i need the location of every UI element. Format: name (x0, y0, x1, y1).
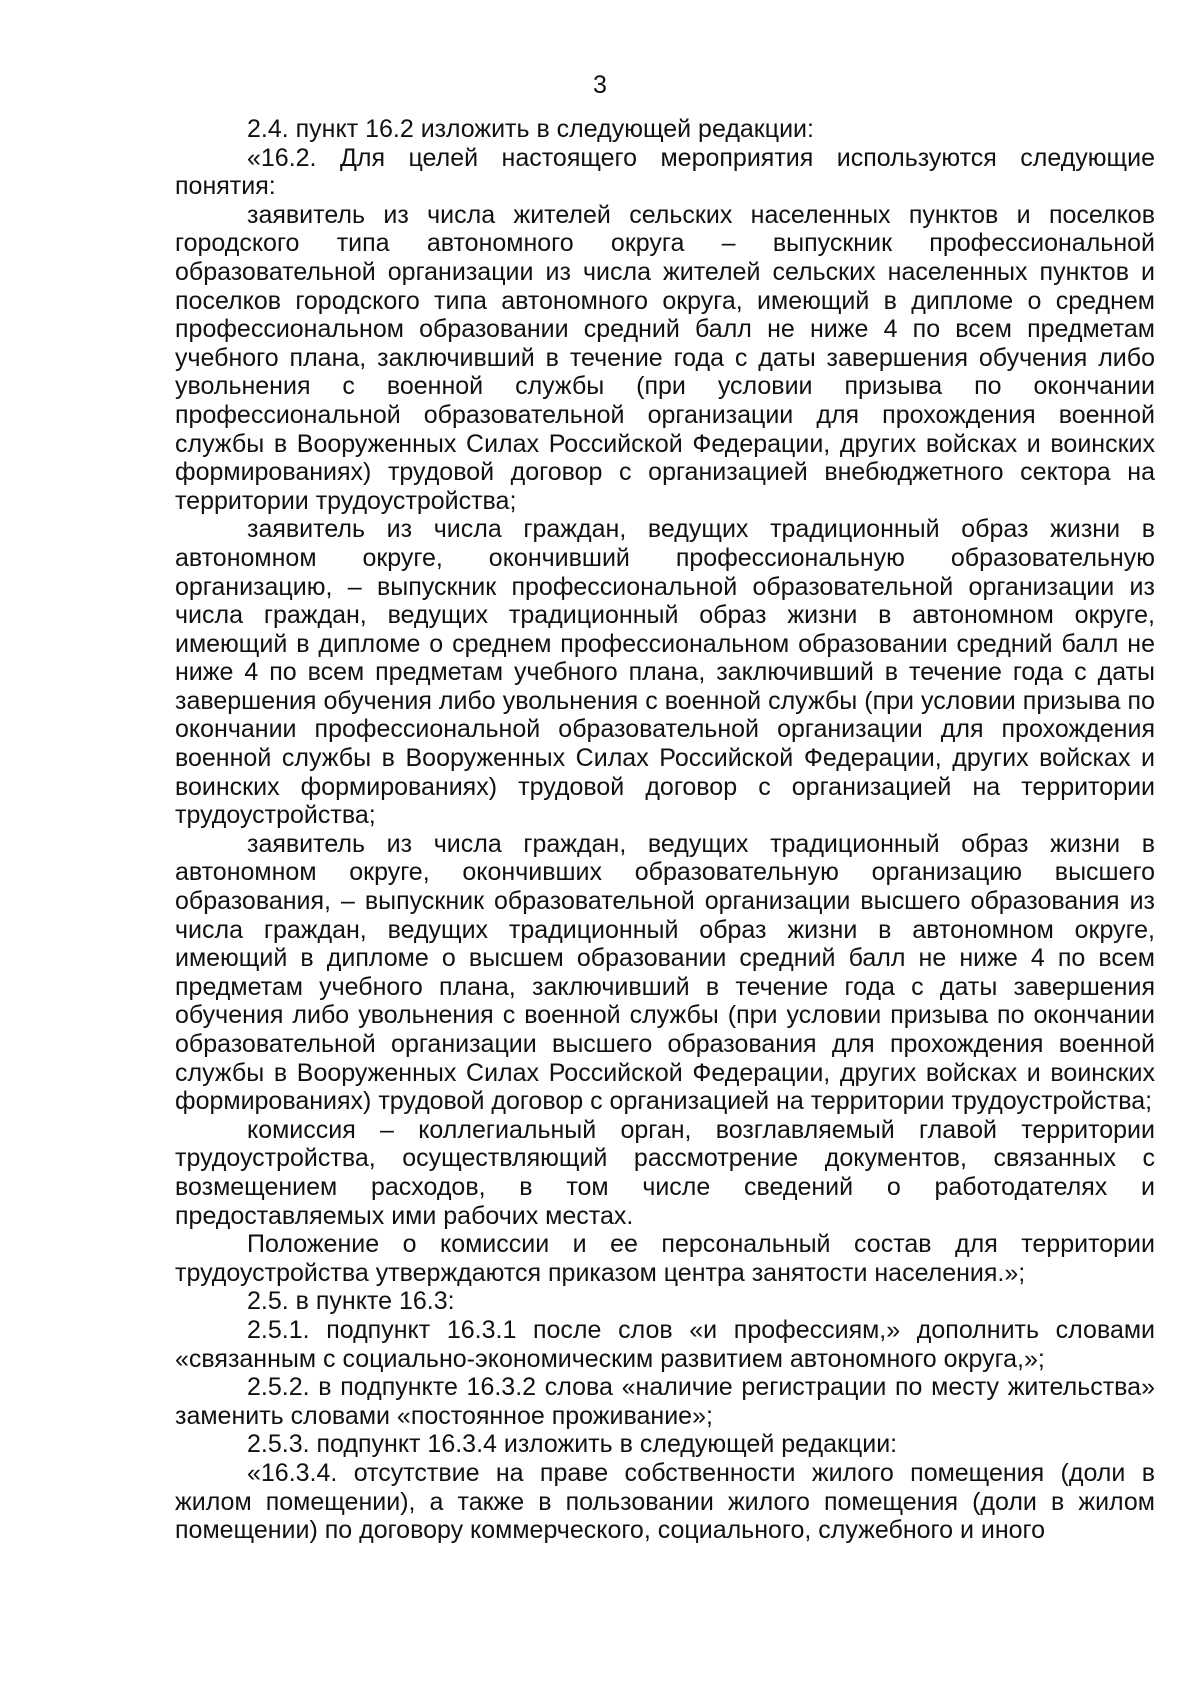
paragraph-2-5-3: 2.5.3. подпункт 16.3.4 изложить в следующей редакции: (247, 1430, 898, 1459)
paragraph-2-5: 2.5. в пункте 16.3: (247, 1287, 455, 1316)
paragraph-16-3-4: «16.3.4. отсутствие на праве собственности жилого помещения (доли в жилом помещении), а также в пользовании жилого помещения (доли в жилом помещении) по договору коммерческого, социального, служебного и иного (175, 1458, 1155, 1545)
paragraph-commission-regulation: Положение о комиссии и ее персональный состав для территории трудоустройства утверждаются приказом центра занятости населения.»; (175, 1230, 1155, 1287)
document-body (175, 115, 1155, 1545)
paragraph-applicant-traditional-professional: заявитель из числа граждан, ведущих традиционный образ жизни в автономном округе, окончивший профессиональную образовательную организацию, – выпускник профессиональной образовательной организации из числа граждан, ведущих традиционный образ жизни в автономном округе, имеющий в дипломе о среднем профессиональном образовании средний балл не ниже 4 по всем предметам учебного плана, заключивший в течение года с даты завершения обучения либо увольнения с военной службы (при условии призыва по окончании профессиональной образовательной организации для прохождения военной службы в Вооруженных Силах Российской Федерации, других войсках и воинских формированиях) трудовой договор с организацией на территории трудоустройства; (175, 515, 1155, 830)
paragraph-commission: комиссия – коллегиальный орган, возглавляемый главой территории трудоустройства, осуществляющий рассмотрение документов, связанных с возмещением расходов, в том числе сведений о работодателях и предоставляемых ими рабочих местах. (175, 1115, 1155, 1230)
page-number: 3 (593, 71, 607, 99)
paragraph-16-2-intro: «16.2. Для целей настоящего мероприятия используются следующие понятия: (175, 143, 1155, 201)
paragraph-2-5-2: 2.5.2. в подпункте 16.3.2 слова «наличие регистрации по месту жительства» заменить словами «постоянное проживание»; (175, 1373, 1155, 1430)
paragraph-2-5-1: 2.5.1. подпункт 16.3.1 после слов «и профессиям,» дополнить словами «связанным с социально-экономическим развитием автономного округа,»; (175, 1315, 1155, 1373)
paragraph-applicant-rural: заявитель из числа жителей сельских населенных пунктов и поселков городского типа автономного округа – выпускник профессиональной образовательной организации из числа жителей сельских населенных пунктов и поселков городского типа автономного округа, имеющий в дипломе о среднем профессиональном образовании средний балл не ниже 4 по всем предметам учебного плана, заключивший в течение года с даты завершения обучения либо увольнения с военной службы (при условии призыва по окончании профессиональной образовательной организации для прохождения военной службы в Вооруженных Силах Российской Федерации, других войсках и воинских формированиях) трудовой договор с организацией внебюджетного сектора на территории трудоустройства; (175, 200, 1155, 515)
paragraph-applicant-traditional-higher: заявитель из числа граждан, ведущих традиционный образ жизни в автономном округе, окончивших образовательную организацию высшего образования, – выпускник образовательной организации высшего образования из числа граждан, ведущих традиционный образ жизни в автономном округе, имеющий в дипломе о высшем образовании средний балл не ниже 4 по всем предметам учебного плана, заключивший в течение года с даты завершения обучения либо увольнения с военной службы (при условии призыва по окончании образовательной организации высшего образования для прохождения военной службы в Вооруженных Силах Российской Федерации, других войсках и воинских формированиях) трудовой договор с организацией на территории трудоустройства; (175, 829, 1155, 1116)
paragraph-2-4: 2.4. пункт 16.2 изложить в следующей редакции: (247, 115, 814, 143)
